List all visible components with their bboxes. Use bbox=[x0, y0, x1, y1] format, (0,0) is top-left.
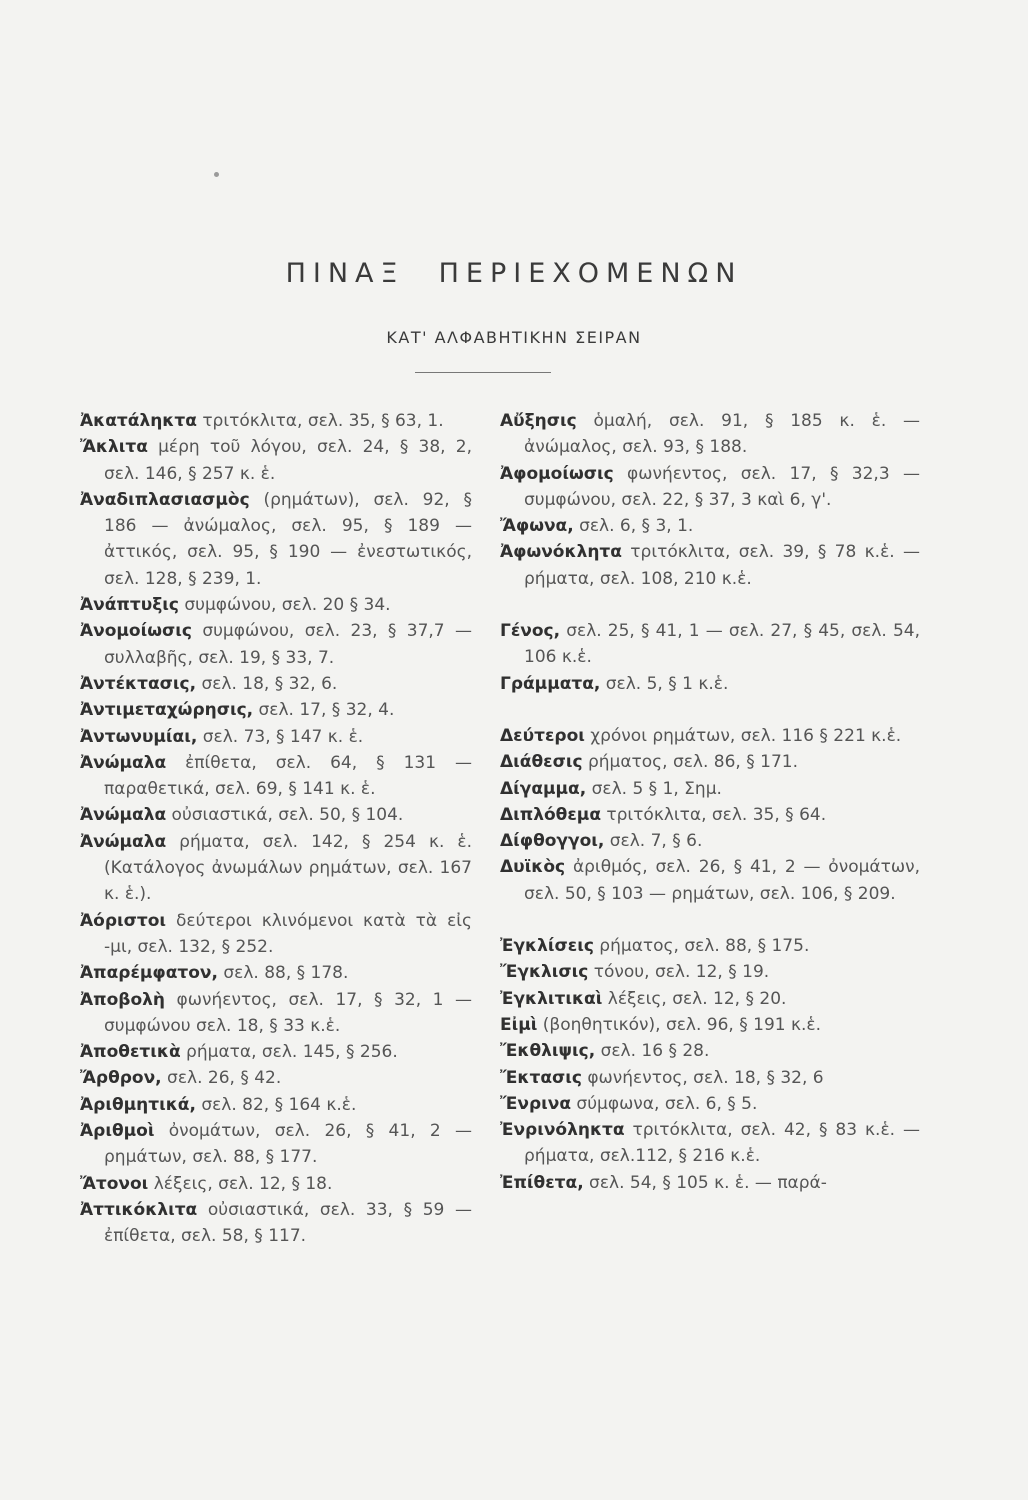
entry-references: (βοηθητικόν), σελ. 96, § 191 κ.ἑ. bbox=[537, 1014, 821, 1035]
entry-references: σελ. 18, § 32, 6. bbox=[196, 673, 338, 694]
entry-headword: Ἀφομοίωσις bbox=[500, 463, 614, 484]
index-entry bbox=[500, 986, 920, 1012]
index-entry bbox=[500, 828, 920, 854]
entry-headword: Ἀναδιπλασιασμὸς bbox=[80, 489, 250, 510]
index-entry bbox=[80, 724, 472, 750]
entry-references: τόνου, σελ. 12, § 19. bbox=[588, 962, 770, 983]
entry-headword: Ἄκλιτα bbox=[80, 437, 148, 458]
group-spacer bbox=[500, 592, 920, 618]
entry-headword: Ἀφωνόκλητα bbox=[500, 542, 622, 563]
index-entry bbox=[500, 1117, 920, 1170]
entry-headword: Ἀριθμητικά, bbox=[80, 1094, 196, 1115]
index-entry bbox=[500, 618, 920, 671]
entry-references: σελ. 5, § 1 κ.ἑ. bbox=[600, 673, 729, 694]
entry-references: σελ. 82, § 164 κ.ἑ. bbox=[195, 1094, 357, 1115]
index-entry bbox=[500, 802, 920, 828]
index-entry bbox=[500, 539, 920, 592]
entry-references: ρήματα, σελ. 145, § 256. bbox=[180, 1042, 398, 1063]
entry-references: συμφώνου, σελ. 23, § 37,7 — συλλαβῆς, σελ. 19, § 33, 7. bbox=[104, 621, 472, 668]
index-entry bbox=[500, 1012, 920, 1038]
entry-references: ἐπίθετα, σελ. 64, § 131 — παραθετικά, σελ. 69, § 141 κ. ἑ. bbox=[104, 752, 472, 800]
index-entry bbox=[80, 618, 472, 671]
group-spacer bbox=[500, 697, 920, 723]
entry-references: σελ. 73, § 147 κ. ἑ. bbox=[197, 726, 364, 747]
index-entry bbox=[500, 933, 920, 959]
index-entry bbox=[80, 1171, 472, 1197]
entry-headword: Ἀνάπτυξις bbox=[80, 595, 179, 616]
entry-headword: Ἔκτασις bbox=[500, 1067, 582, 1088]
title-divider bbox=[415, 372, 551, 373]
index-entry bbox=[80, 1118, 472, 1171]
entry-headword: Ἀποβολὴ bbox=[80, 989, 165, 1010]
entry-headword: Διάθεσις bbox=[500, 752, 583, 773]
entry-references: οὐσιαστικά, σελ. 33, § 59 — ἐπίθετα, σελ. 58, § 117. bbox=[104, 1199, 472, 1247]
entry-headword: Ἀντιμεταχώρησις, bbox=[80, 700, 254, 721]
index-entry bbox=[80, 802, 472, 828]
entry-headword: Ἀττικόκλιτα bbox=[80, 1199, 198, 1220]
page-subtitle: ΚΑΤ' ΑΛΦΑΒΗΤΙΚΗΝ ΣΕΙΡΑΝ bbox=[386, 328, 642, 347]
index-entry bbox=[80, 908, 472, 961]
entry-references: σελ. 6, § 3, 1. bbox=[573, 516, 694, 537]
entry-references: σελ. 17, § 32, 4. bbox=[253, 700, 395, 721]
index-entry bbox=[500, 671, 920, 697]
entry-headword: Ἀριθμοὶ bbox=[80, 1121, 155, 1142]
entry-references: μέρη τοῦ λόγου, σελ. 24, § 38, 2, σελ. 146, § 257 κ. ἑ. bbox=[104, 437, 472, 484]
entry-headword: Ἐγκλίσεις bbox=[500, 936, 594, 957]
index-entry bbox=[500, 1038, 920, 1064]
entry-references: φωνήεντος, σελ. 17, § 32,3 — συμφώνου, σελ. 22, § 37, 3 καὶ 6, γ'. bbox=[524, 463, 920, 510]
entry-headword: Ἄτονοι bbox=[80, 1173, 149, 1194]
entry-references: τριτόκλιτα, σελ. 39, § 78 κ.ἑ. — ρήματα, σελ. 108, 210 κ.ἑ. bbox=[524, 542, 920, 589]
entry-references: οὐσιαστικά, σελ. 50, § 104. bbox=[166, 805, 404, 826]
index-group-epsilon bbox=[500, 933, 920, 1196]
entry-headword: Ἄφωνα, bbox=[500, 516, 574, 537]
entry-references: ρήματος, σελ. 88, § 175. bbox=[593, 936, 810, 957]
index-entry bbox=[500, 776, 920, 802]
entry-headword: Δίγαμμα, bbox=[500, 778, 587, 799]
entry-references: σελ. 5 § 1, Σημ. bbox=[586, 778, 722, 799]
entry-headword: Ἀνώμαλα bbox=[80, 752, 167, 773]
entry-headword: Δίφθογγοι, bbox=[500, 831, 605, 852]
index-entry bbox=[80, 487, 472, 592]
index-entry bbox=[80, 750, 472, 803]
index-entry bbox=[80, 1065, 472, 1091]
entry-references: σελ. 88, § 178. bbox=[217, 963, 349, 984]
index-group-alpha bbox=[500, 408, 920, 592]
index-entry bbox=[500, 749, 920, 775]
index-entry bbox=[80, 408, 472, 434]
index-entry bbox=[500, 1065, 920, 1091]
index-entry bbox=[80, 987, 472, 1040]
index-entry bbox=[80, 829, 472, 908]
entry-headword: Ἐγκλιτικαὶ bbox=[500, 988, 603, 1009]
index-entry bbox=[80, 434, 472, 487]
entry-headword: Εἰμὶ bbox=[500, 1014, 538, 1035]
index-entry bbox=[80, 671, 472, 697]
title-part-2: ΠΕΡΙΕΧΟΜΕΝΩΝ bbox=[438, 258, 743, 289]
entry-headword: Ἔγκλισις bbox=[500, 962, 589, 983]
index-entry bbox=[500, 854, 920, 907]
entry-headword: Ἀνομοίωσις bbox=[80, 621, 192, 642]
index-entry bbox=[500, 959, 920, 985]
entry-references: τριτόκλιτα, σελ. 35, § 64. bbox=[601, 804, 827, 825]
entry-references: φωνήεντος, σελ. 18, § 32, 6 bbox=[581, 1067, 824, 1088]
index-column-left bbox=[80, 408, 472, 1250]
entry-headword: Ἀκατάληκτα bbox=[80, 411, 197, 431]
entry-headword: Αὔξησις bbox=[500, 411, 577, 431]
index-entry bbox=[80, 592, 472, 618]
entry-references: (ρημάτων), σελ. 92, § 186 — ἀνώμαλος, σελ. 95, § 189 — ἀττικός, σελ. 95, § 190 — ἐνεστωτικός, σελ. 128, § 239, 1. bbox=[104, 489, 472, 589]
entry-headword: Ἀποθετικὰ bbox=[80, 1042, 181, 1063]
entry-headword: Ἐνρινόληκτα bbox=[500, 1120, 625, 1141]
index-entry bbox=[500, 1170, 920, 1196]
group-spacer bbox=[500, 907, 920, 933]
index-entry bbox=[80, 697, 472, 723]
entry-headword: Γράμματα, bbox=[500, 673, 601, 694]
index-column-right bbox=[500, 408, 920, 1196]
index-entry bbox=[80, 1092, 472, 1118]
entry-headword: Ἀόριστοι bbox=[80, 910, 167, 931]
entry-headword: Ἀνώμαλα bbox=[80, 805, 167, 826]
entry-references: χρόνοι ρημάτων, σελ. 116 § 221 κ.ἑ. bbox=[584, 725, 902, 746]
entry-headword: Δεύτεροι bbox=[500, 725, 585, 746]
entry-references: φωνήεντος, σελ. 17, § 32, 1 — συμφώνου σελ. 18, § 33 κ.ἑ. bbox=[104, 989, 472, 1036]
index-entry bbox=[500, 461, 920, 514]
title-part-1: ΠΙΝΑΞ bbox=[285, 258, 405, 289]
entry-headword: Ἔκθλιψις, bbox=[500, 1041, 596, 1062]
entry-references: λέξεις, σελ. 12, § 18. bbox=[148, 1173, 333, 1194]
index-entry bbox=[500, 408, 920, 461]
index-entry bbox=[80, 1039, 472, 1065]
entry-references: ρήματα, σελ. 142, § 254 κ. ἑ. (Κατάλογος ἀνωμάλων ρημάτων, σελ. 167 κ. ἑ.). bbox=[104, 831, 472, 905]
entry-headword: Ἀνώμαλα bbox=[80, 831, 167, 852]
entry-references: σελ. 25, § 41, 1 — σελ. 27, § 45, σελ. 54, 106 κ.ἑ. bbox=[524, 621, 920, 668]
entry-references: ἀριθμός, σελ. 26, § 41, 2 — ὀνομάτων, σελ. 50, § 103 — ρημάτων, σελ. 106, § 209. bbox=[524, 857, 920, 904]
index-entry bbox=[80, 960, 472, 986]
index-group-delta bbox=[500, 723, 920, 907]
entry-references: τριτόκλιτα, σελ. 35, § 63, 1. bbox=[196, 411, 444, 431]
entry-headword: Διπλόθεμα bbox=[500, 804, 601, 825]
entry-references: σελ. 7, § 6. bbox=[604, 831, 703, 852]
entry-references: σύμφωνα, σελ. 6, § 5. bbox=[571, 1093, 758, 1114]
index-entry bbox=[80, 1197, 472, 1250]
index-entry bbox=[500, 1091, 920, 1117]
entry-references: σελ. 54, § 105 κ. ἑ. — παρά- bbox=[583, 1172, 827, 1193]
page-title bbox=[0, 258, 1028, 289]
entry-headword: Ἀντωνυμίαι, bbox=[80, 726, 198, 747]
entry-headword: Γένος, bbox=[500, 621, 561, 642]
entry-headword: Ἐπίθετα, bbox=[500, 1172, 584, 1193]
entry-references: συμφώνου, σελ. 20 § 34. bbox=[178, 595, 391, 616]
ink-speck bbox=[214, 172, 219, 177]
entry-references: σελ. 16 § 28. bbox=[595, 1041, 710, 1062]
index-entry bbox=[500, 513, 920, 539]
entry-references: τριτόκλιτα, σελ. 42, § 83 κ.ἑ. — ρήματα, σελ.112, § 216 κ.ἑ. bbox=[524, 1120, 920, 1167]
index-group-gamma bbox=[500, 618, 920, 697]
entry-references: σελ. 26, § 42. bbox=[161, 1068, 282, 1089]
entry-headword: Ἄρθρον, bbox=[80, 1068, 162, 1089]
entry-headword: Ἔνρινα bbox=[500, 1093, 572, 1114]
entry-references: ὀνομάτων, σελ. 26, § 41, 2 — ρημάτων, σελ. 88, § 177. bbox=[104, 1121, 472, 1168]
entry-references: ρήματος, σελ. 86, § 171. bbox=[582, 752, 798, 773]
entry-references: λέξεις, σελ. 12, § 20. bbox=[602, 988, 787, 1009]
entry-headword: Ἀντέκτασις, bbox=[80, 673, 197, 694]
index-entry bbox=[500, 723, 920, 749]
entry-headword: Ἀπαρέμφατον, bbox=[80, 963, 218, 984]
entry-headword: Δυϊκὸς bbox=[500, 857, 566, 878]
entry-references: ὁμαλή, σελ. 91, § 185 κ. ἑ. — ἀνώμαλος, σελ. 93, § 188. bbox=[524, 411, 920, 458]
entry-references: δεύτεροι κλινόμενοι κατὰ τὰ εἰς -μι, σελ. 132, § 252. bbox=[104, 910, 472, 957]
